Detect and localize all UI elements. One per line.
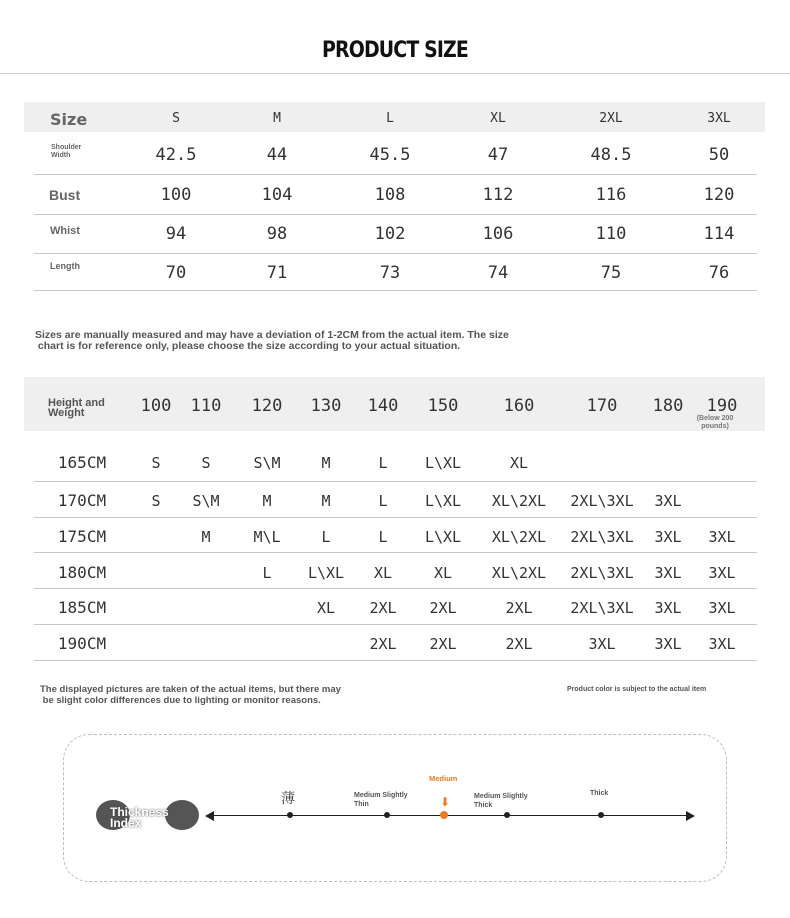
table-cell: 3XL — [654, 635, 682, 653]
thickness-badge-label: Thickness Index — [110, 805, 169, 830]
height-row-label: 180CM — [57, 563, 107, 582]
row-divider — [34, 660, 757, 661]
table-cell: S — [151, 492, 161, 510]
table-cell: 2XL — [369, 599, 397, 617]
size-col-xl: XL — [490, 111, 506, 126]
row-divider — [34, 214, 757, 215]
table-cell: 2XL — [429, 599, 457, 617]
table-cell: 100 — [160, 185, 192, 205]
thickness-axis — [210, 815, 688, 816]
table-cell: 108 — [374, 185, 406, 205]
table-cell: 2XL — [429, 635, 457, 653]
table-cell: 98 — [266, 224, 288, 244]
size-col-3xl: 3XL — [707, 111, 731, 126]
weight-col: 140 — [367, 396, 399, 416]
table-cell: 2XL — [505, 599, 533, 617]
table-cell: 71 — [266, 263, 288, 283]
table-cell: 45.5 — [369, 145, 411, 165]
color-note: The displayed pictures are taken of the actual items, but there may be slight color differences due to lighting or monitor reasons. — [40, 684, 341, 706]
table-cell: L — [378, 528, 388, 546]
row-divider — [34, 552, 757, 553]
thickness-label-thick: Thick — [590, 790, 609, 797]
table-cell: 112 — [482, 185, 514, 205]
table-cell: 94 — [165, 224, 187, 244]
row-divider — [34, 481, 757, 482]
table-cell: 3XL — [708, 635, 736, 653]
height-row-label: 170CM — [57, 491, 107, 510]
table-cell: S\M — [253, 454, 281, 472]
table-cell: XL — [316, 599, 336, 617]
table-cell: 76 — [708, 263, 730, 283]
thickness-point — [384, 812, 390, 818]
size-col-s: S — [172, 111, 180, 126]
row-divider — [34, 290, 757, 291]
table-cell: 120 — [703, 185, 735, 205]
table-cell: 70 — [165, 263, 187, 283]
size-col-2xl: 2XL — [599, 111, 623, 126]
table-cell: 2XL — [505, 635, 533, 653]
table-cell: 2XL\3XL — [570, 528, 634, 546]
table-cell: 3XL — [654, 564, 682, 582]
row-divider — [34, 588, 757, 589]
height-header-label: Height and Weight — [48, 397, 105, 419]
table-cell: 106 — [482, 224, 514, 244]
weight-col: 190 — [706, 396, 738, 416]
table-cell: M\L — [253, 528, 281, 546]
table-cell: XL\2XL — [491, 492, 547, 510]
row-label-bust: Bust — [49, 187, 81, 203]
down-arrow-icon: ⬇ — [440, 795, 451, 809]
table-cell: 110 — [595, 224, 627, 244]
table-cell: 3XL — [708, 599, 736, 617]
thickness-point — [287, 812, 293, 818]
table-cell: S — [201, 454, 211, 472]
table-cell: 116 — [595, 185, 627, 205]
table-cell: S\M — [192, 492, 220, 510]
weight-col: 160 — [503, 396, 535, 416]
table-cell: S — [151, 454, 161, 472]
thickness-point-selected — [440, 811, 448, 819]
axis-left-arrow-icon — [205, 811, 214, 821]
title-divider — [0, 73, 790, 74]
table-cell: 2XL\3XL — [570, 599, 634, 617]
table-cell: 3XL — [588, 635, 616, 653]
weight-note: (Below 200 pounds) — [696, 415, 734, 430]
table-cell: 2XL\3XL — [570, 564, 634, 582]
thickness-label-medium-slightly-thin: Medium Slightly Thin — [354, 792, 408, 808]
table-cell: 102 — [374, 224, 406, 244]
table-cell: 3XL — [708, 564, 736, 582]
table-cell: L — [378, 492, 388, 510]
table-cell: 2XL\3XL — [570, 492, 634, 510]
axis-right-arrow-icon — [686, 811, 695, 821]
height-row-label: 175CM — [57, 527, 107, 546]
weight-col: 150 — [427, 396, 459, 416]
row-divider — [34, 253, 757, 254]
height-row-label: 165CM — [57, 453, 107, 472]
table-cell: M — [321, 454, 331, 472]
table-cell: M — [321, 492, 331, 510]
table-cell: 3XL — [708, 528, 736, 546]
thickness-label-thin: 薄 — [281, 790, 295, 806]
table-cell: 2XL — [369, 635, 397, 653]
table-cell: 74 — [487, 263, 509, 283]
weight-col: 180 — [652, 396, 684, 416]
table-cell: XL — [373, 564, 393, 582]
table-cell: L\XL — [424, 528, 462, 546]
height-row-label: 185CM — [57, 598, 107, 617]
table-cell: M — [201, 528, 211, 546]
row-divider — [34, 174, 757, 175]
weight-col: 110 — [190, 396, 222, 416]
table-cell: 3XL — [654, 599, 682, 617]
weight-col: 100 — [140, 396, 172, 416]
table-cell: 75 — [600, 263, 622, 283]
table-cell: 3XL — [654, 528, 682, 546]
table-cell: M — [262, 492, 272, 510]
table-cell: 50 — [708, 145, 730, 165]
table-cell: XL — [509, 454, 529, 472]
color-note-right: Product color is subject to the actual item — [567, 686, 707, 693]
table-cell: L — [262, 564, 272, 582]
weight-col: 120 — [251, 396, 283, 416]
height-row-label: 190CM — [57, 634, 107, 653]
table-cell: 104 — [261, 185, 293, 205]
size-header-label: Size — [50, 110, 88, 129]
thickness-point — [504, 812, 510, 818]
row-label-length: Length — [50, 261, 80, 271]
row-divider — [34, 624, 757, 625]
table-cell: L\XL — [307, 564, 345, 582]
table-cell: 47 — [487, 145, 509, 165]
table-cell: XL — [433, 564, 453, 582]
table-cell: L — [378, 454, 388, 472]
size-col-l: L — [386, 111, 394, 126]
table-cell: 3XL — [654, 492, 682, 510]
table-cell: 114 — [703, 224, 735, 244]
row-divider — [34, 517, 757, 518]
table-cell: L — [321, 528, 331, 546]
thickness-point — [598, 812, 604, 818]
measurement-note: Sizes are manually measured and may have a deviation of 1-2CM from the actual item. The size chart is for reference only, please choose the size according to your actual situation. — [35, 329, 509, 352]
row-label-shoulder: Shoulder Width — [51, 144, 82, 159]
size-col-m: M — [273, 111, 281, 126]
table-cell: 44 — [266, 145, 288, 165]
table-cell: 48.5 — [590, 145, 632, 165]
weight-col: 130 — [310, 396, 342, 416]
size-table-header — [24, 102, 765, 132]
table-cell: L\XL — [424, 454, 462, 472]
table-cell: L\XL — [424, 492, 462, 510]
thickness-label-medium-slightly-thick: Medium Slightly Thick — [474, 793, 528, 809]
table-cell: 42.5 — [155, 145, 197, 165]
page-title: PRODUCT SIZE — [322, 38, 468, 63]
table-cell: XL\2XL — [491, 564, 547, 582]
row-label-whist: Whist — [50, 225, 80, 237]
table-cell: 73 — [379, 263, 401, 283]
table-cell: XL\2XL — [491, 528, 547, 546]
thickness-label-medium: Medium — [429, 774, 458, 783]
weight-col: 170 — [586, 396, 618, 416]
